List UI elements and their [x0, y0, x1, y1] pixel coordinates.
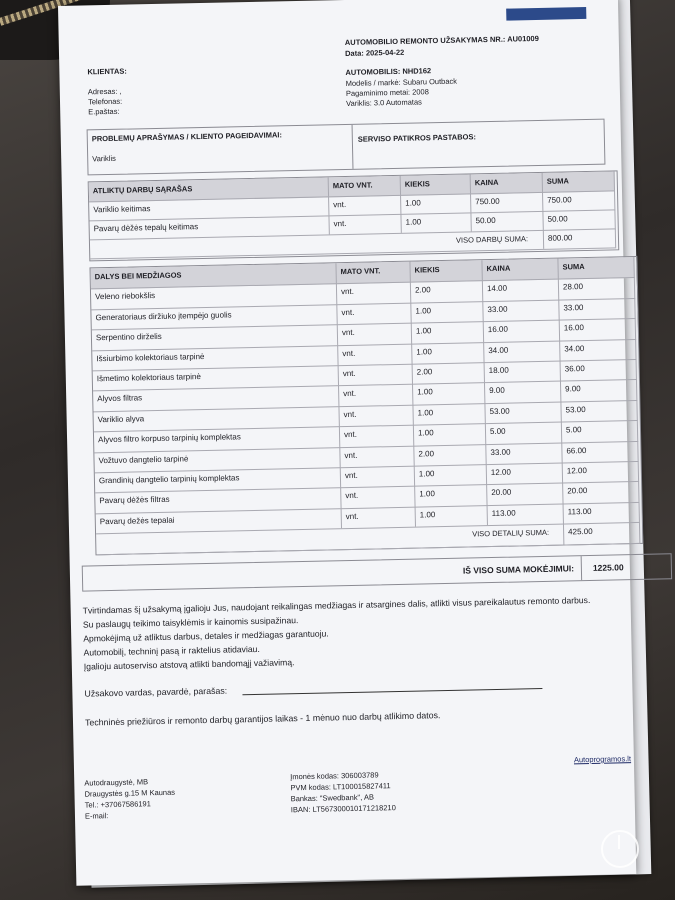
- works-cell: 750.00: [471, 192, 543, 213]
- parts-cell: Pavarų dėžės filtras: [95, 488, 341, 514]
- terms-line: Automobilį, techninį pasą ir raktelius atidaviau.: [83, 643, 260, 658]
- watermark-icon: [601, 830, 639, 868]
- iban: IBAN: LT567300010171218210: [290, 803, 396, 815]
- repair-order-document: [58, 0, 636, 886]
- works-header-cell: MATO VNT.: [329, 176, 401, 197]
- parts-cell: Generatoriaus diržiuko įtempėjo guolis: [91, 304, 337, 330]
- parts-cell: 16.00: [560, 318, 636, 340]
- parts-cell: 33.00: [559, 298, 635, 320]
- works-header-cell: ATLIKTŲ DARBŲ SĄRAŠAS: [89, 177, 329, 201]
- parts-cell: 2.00: [414, 444, 486, 466]
- parts-cell: vnt.: [341, 486, 415, 508]
- vehicle-model: Modelis / markė: Subaru Outback: [345, 76, 458, 88]
- parts-cell: 1.00: [416, 505, 488, 527]
- client-phone: Telefonas:: [87, 96, 123, 107]
- parts-cell: Išsiurbimo kolektoriaus tarpinė: [92, 345, 338, 371]
- autoprogramos-link[interactable]: Autoprogramos.lt: [573, 754, 632, 765]
- warranty-text: Techninės priežiūros ir remonto darbų garantijos laikas - 1 mėnuo nuo darbų atlikimo datos.: [84, 710, 441, 728]
- company-code: Įmonės kodas: 306003789: [290, 770, 379, 782]
- parts-cell: 12.00: [487, 463, 563, 485]
- parts-header-cell: SUMA: [558, 257, 634, 279]
- parts-cell: 20.00: [487, 483, 563, 505]
- parts-cell: 33.00: [486, 442, 562, 464]
- parts-cell: Alyvos filtro korpuso tarpinių komplektas: [94, 426, 340, 452]
- parts-cell: vnt.: [338, 343, 412, 365]
- works-cell: Variklio keitimas: [89, 196, 329, 220]
- parts-cell: Serpentino dirželis: [92, 324, 338, 350]
- parts-cell: 1.00: [414, 423, 486, 445]
- company-codes: [290, 769, 396, 815]
- problems-heading: PROBLEMŲ APRAŠYMAS / KLIENTO PAGEIDAVIMAI:: [91, 130, 282, 144]
- parts-total-label: VISO DETALIŲ SUMA:: [468, 524, 564, 546]
- signature-line: [242, 688, 542, 695]
- vat-code: PVM kodas: LT100015827411: [290, 781, 391, 793]
- works-cell: Pavarų dėžės tepalų keitimas: [89, 215, 329, 239]
- problems-box: [87, 119, 606, 176]
- parts-cell: 36.00: [561, 359, 637, 381]
- parts-cell: Alyvos filtras: [93, 386, 339, 412]
- parts-cell: 34.00: [484, 340, 560, 362]
- parts-cell: 1.00: [411, 301, 483, 323]
- works-cell: 1.00: [401, 193, 471, 213]
- parts-cell: 5.00: [562, 420, 638, 442]
- grand-total-label: IŠ VISO SUMA MOKĖJIMUI:: [462, 563, 575, 576]
- parts-cell: vnt.: [340, 445, 414, 467]
- parts-cell: Grandinių dangtelio tarpinių komplektas: [95, 467, 341, 493]
- problems-divider: [352, 125, 354, 169]
- parts-cell: 1.00: [413, 403, 485, 425]
- works-cell: 750.00: [543, 190, 615, 211]
- grand-total-divider: [581, 556, 583, 580]
- parts-header-cell: MATO VNT.: [336, 262, 410, 284]
- parts-cell: 66.00: [562, 441, 638, 463]
- vehicle-engine: Variklis: 3.0 Automatas: [346, 97, 422, 108]
- company-email: E-mail:: [84, 811, 109, 821]
- works-total-label: VISO DARBŲ SUMA:: [452, 230, 544, 251]
- works-header-cell: SUMA: [543, 171, 615, 192]
- parts-cell: vnt.: [339, 404, 413, 426]
- parts-cell: 12.00: [563, 461, 639, 483]
- terms-line: Tvirtindamas šį užsakymą įgalioju Jus, naudojant reikalingas medžiagas ir atsargines dalis, atlikti visus pareikalautus remonto darbus.: [82, 594, 591, 616]
- parts-cell: 9.00: [561, 379, 637, 401]
- parts-cell: vnt.: [338, 323, 412, 345]
- parts-cell: vnt.: [337, 282, 411, 304]
- parts-header-cell: KAINA: [482, 259, 558, 281]
- vehicle-heading: AUTOMOBILIS: NHD162: [345, 66, 432, 77]
- parts-cell: vnt.: [339, 384, 413, 406]
- works-header-cell: KAINA: [471, 173, 543, 194]
- parts-cell: 28.00: [559, 277, 635, 299]
- parts-header-cell: KIEKIS: [410, 260, 482, 282]
- parts-cell: 18.00: [485, 361, 561, 383]
- parts-cell: Išmetimo kolektoriaus tarpinė: [93, 365, 339, 391]
- parts-cell: 2.00: [413, 362, 485, 384]
- terms-block: [83, 592, 654, 674]
- grand-total-box: [82, 553, 672, 591]
- problems-text: Variklis: [92, 153, 116, 164]
- parts-cell: 113.00: [488, 503, 564, 525]
- client-email: E.paštas:: [88, 106, 120, 117]
- signature-label: Užsakovo vardas, pavardė, parašas:: [84, 685, 228, 699]
- parts-cell: 1.00: [415, 464, 487, 486]
- parts-cell: 16.00: [484, 320, 560, 342]
- parts-cell: Pavarų dežės tepalai: [96, 508, 342, 534]
- works-header-cell: KIEKIS: [401, 174, 471, 194]
- parts-table: [89, 256, 643, 555]
- parts-cell: 9.00: [485, 381, 561, 403]
- company-address: Draugystės g.15 M Kaunas: [84, 787, 176, 799]
- parts-cell: 1.00: [412, 321, 484, 343]
- terms-line: Su paslaugų teikimo taisyklėmis ir kainomis susipažinau.: [82, 615, 299, 630]
- parts-cell: 34.00: [560, 339, 636, 361]
- terms-line: Apmokėjimą už atliktus darbus, detales ir medžiagas garantuoju.: [83, 628, 329, 644]
- service-heading: SERVISO PATIKROS PASTABOS:: [357, 132, 477, 144]
- works-cell: vnt.: [329, 195, 401, 216]
- parts-cell: Vožtuvo dangtelio tarpinė: [94, 447, 340, 473]
- parts-cell: vnt.: [340, 425, 414, 447]
- order-title: AUTOMOBILIO REMONTO UŽSAKYMAS NR.: AU01009: [344, 33, 539, 48]
- parts-cell: Veleno riebokšlis: [91, 284, 337, 310]
- vehicle-year: Pagaminimo metai: 2008: [345, 87, 429, 98]
- client-address: Adresas: ,: [87, 86, 122, 97]
- works-cell: 1.00: [401, 212, 471, 232]
- parts-cell: 1.00: [412, 342, 484, 364]
- parts-cell: vnt.: [342, 506, 416, 528]
- client-heading: KLIENTAS:: [87, 66, 127, 77]
- parts-cell: 20.00: [563, 481, 639, 503]
- company-name: Autodraugystė, MB: [84, 777, 149, 788]
- header-logo-bar: [506, 7, 586, 21]
- parts-total-value: 425.00: [564, 522, 640, 544]
- parts-cell: 53.00: [485, 401, 561, 423]
- order-date: Data: 2025-04-22: [344, 47, 405, 58]
- parts-cell: vnt.: [341, 466, 415, 488]
- parts-cell: Variklio alyva: [93, 406, 339, 432]
- bank-name: Bankas: "Swedbank", AB: [290, 792, 375, 804]
- parts-cell: 53.00: [561, 400, 637, 422]
- grand-total-value: 1225.00: [592, 562, 624, 573]
- parts-cell: 5.00: [486, 422, 562, 444]
- parts-cell: 1.00: [413, 383, 485, 405]
- parts-cell: 113.00: [564, 502, 640, 524]
- parts-cell: 2.00: [411, 281, 483, 303]
- company-info: [84, 776, 175, 822]
- parts-cell: vnt.: [337, 302, 411, 324]
- parts-cell: vnt.: [339, 364, 413, 386]
- works-cell: 50.00: [471, 211, 543, 232]
- works-cell: 50.00: [543, 209, 615, 230]
- parts-cell: 1.00: [415, 485, 487, 507]
- parts-cell: 33.00: [483, 299, 559, 321]
- works-cell: vnt.: [329, 214, 401, 235]
- parts-header-cell: DALYS BEI MEDŽIAGOS: [91, 263, 337, 289]
- terms-line: Įgalioju autoserviso atstovą atlikti bandomąjį važiavimą.: [83, 657, 295, 672]
- works-table: [88, 170, 620, 261]
- parts-cell: 14.00: [483, 279, 559, 301]
- works-total-value: 800.00: [544, 228, 616, 249]
- company-phone: Tel.: +37067586191: [84, 799, 151, 810]
